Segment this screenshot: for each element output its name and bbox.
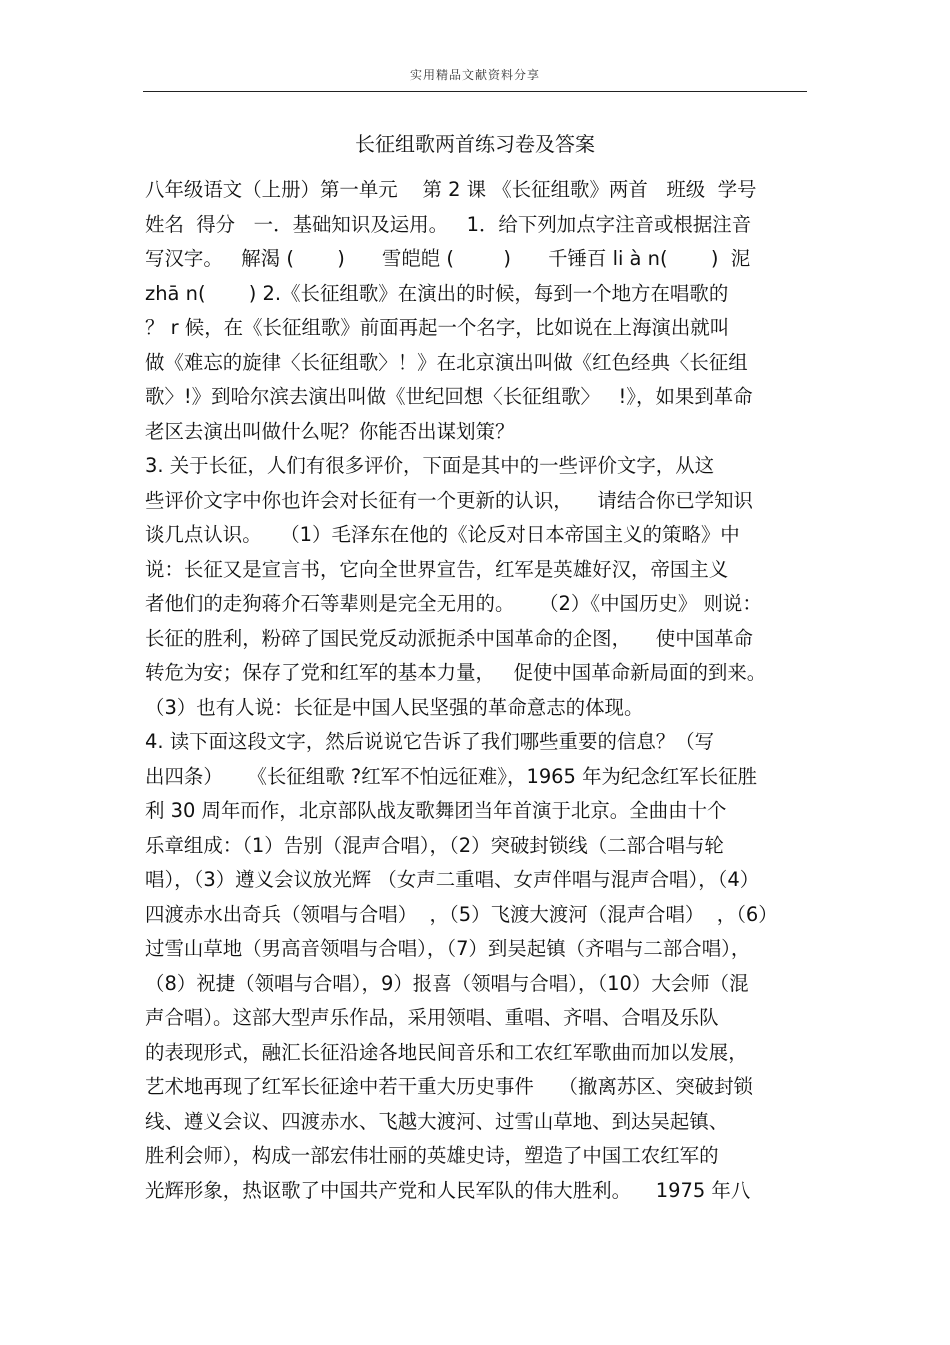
body-line: 四渡赤水出奇兵（领唱与合唱） ，（5）飞渡大渡河（混声合唱） ，（6） <box>145 902 778 926</box>
body-line: 乐章组成：（1）告别（混声合唱），（2）突破封锁线（二部合唱与轮 <box>145 833 724 857</box>
body-line: 过雪山草地（男高音领唱与合唱），（7）到吴起镇（齐唱与二部合唱）， <box>145 937 751 960</box>
document-body <box>145 173 809 1208</box>
body-line: 唱），（3）遵义会议放光辉 （女声二重唱、女声伴唱与混声合唱），（4） <box>145 868 760 891</box>
body-line: 八年级语文（上册）第一单元 第 2 课 《长征组歌》两首 班级 学号 <box>145 178 757 201</box>
body-line: 艺术地再现了红军长征途中若干重大历史事件 （撤离苏区、突破封锁 <box>145 1075 753 1098</box>
body-line: 些评价文字中你也许会对长征有一个更新的认识， 请结合你已学知识 <box>145 488 753 512</box>
body-line: 转危为安；保存了党和红军的基本力量， 促使中国革命新局面的到来。 <box>145 661 767 684</box>
body-line: 出四条） 《长征组歌 ?红军不怕远征难》，1965 年为纪念红军长征胜 <box>145 764 758 788</box>
body-line: 声合唱）。这部大型声乐作品，采用领唱、重唱、齐唱、合唱及乐队 <box>145 1006 719 1029</box>
body-line: 姓名 得分 一．基础知识及运用。 1．给下列加点字注音或根据注音 <box>145 212 752 236</box>
body-line: 老区去演出叫做什么呢？你能否出谋划策？ <box>145 419 515 443</box>
body-line: （3）也有人说：长征是中国人民坚强的革命意志的体现。 <box>145 695 644 719</box>
body-line: 胜利会师），构成一部宏伟壮丽的英雄史诗，塑造了中国工农红军的 <box>145 1144 719 1167</box>
body-line: zhā n( ) 2.《长征组歌》在演出的时候，每到一个地方在唱歌的 <box>145 281 729 305</box>
body-line: 写汉字。 解渴 ( ) 雪皑皑 ( ) 千锤百 li à n( ) 泥 <box>145 247 751 270</box>
body-line: （8）祝捷（领唱与合唱），9）报喜（领唱与合唱），（10）大会师（混 <box>145 971 749 995</box>
body-line: 4. 读下面这段文字，然后说说它告诉了我们哪些重要的信息？（写 <box>145 730 715 753</box>
body-line: 线、遵义会议、四渡赤水、飞越大渡河、过雪山草地、到达吴起镇、 <box>145 1109 729 1133</box>
body-line: 歌〉!》到哈尔滨去演出叫做《世纪回想〈长征组歌〉 !》，如果到革命 <box>145 385 753 408</box>
body-line: 谈几点认识。 （1）毛泽东在他的《论反对日本帝国主义的策略》中 <box>145 523 740 546</box>
header-divider <box>143 91 807 92</box>
page-header: 实用精品文献资料分享 <box>409 68 540 82</box>
document-title: 长征组歌两首练习卷及答案 <box>355 132 595 156</box>
body-line: 者他们的走狗蒋介石等辈则是完全无用的。 （2）《中国历史》 则说： <box>145 592 762 615</box>
body-line: 光辉形象，热讴歌了中国共产党和人民军队的伟大胜利。 1975 年八 <box>145 1178 751 1202</box>
body-line: 说：长征又是宣言书，它向全世界宣告，红军是英雄好汉，帝国主义 <box>145 557 729 581</box>
body-line: ？ r 候，在《长征组歌》前面再起一个名字，比如说在上海演出就叫 <box>145 316 730 339</box>
body-line: 长征的胜利，粉碎了国民党反动派扼杀中国革命的企图， 使中国革命 <box>145 626 753 650</box>
body-line: 3. 关于长征，人们有很多评价，下面是其中的一些评价文字，从这 <box>145 454 715 477</box>
body-line: 做《难忘的旋律〈长征组歌〉！》在北京演出叫做《红色经典〈长征组 <box>145 350 748 374</box>
body-line: 的表现形式，融汇长征沿途各地民间音乐和工农红军歌曲而加以发展， <box>145 1040 748 1064</box>
body-line: 利 30 周年而作，北京部队战友歌舞团当年首演于北京。全曲由十个 <box>145 799 727 822</box>
